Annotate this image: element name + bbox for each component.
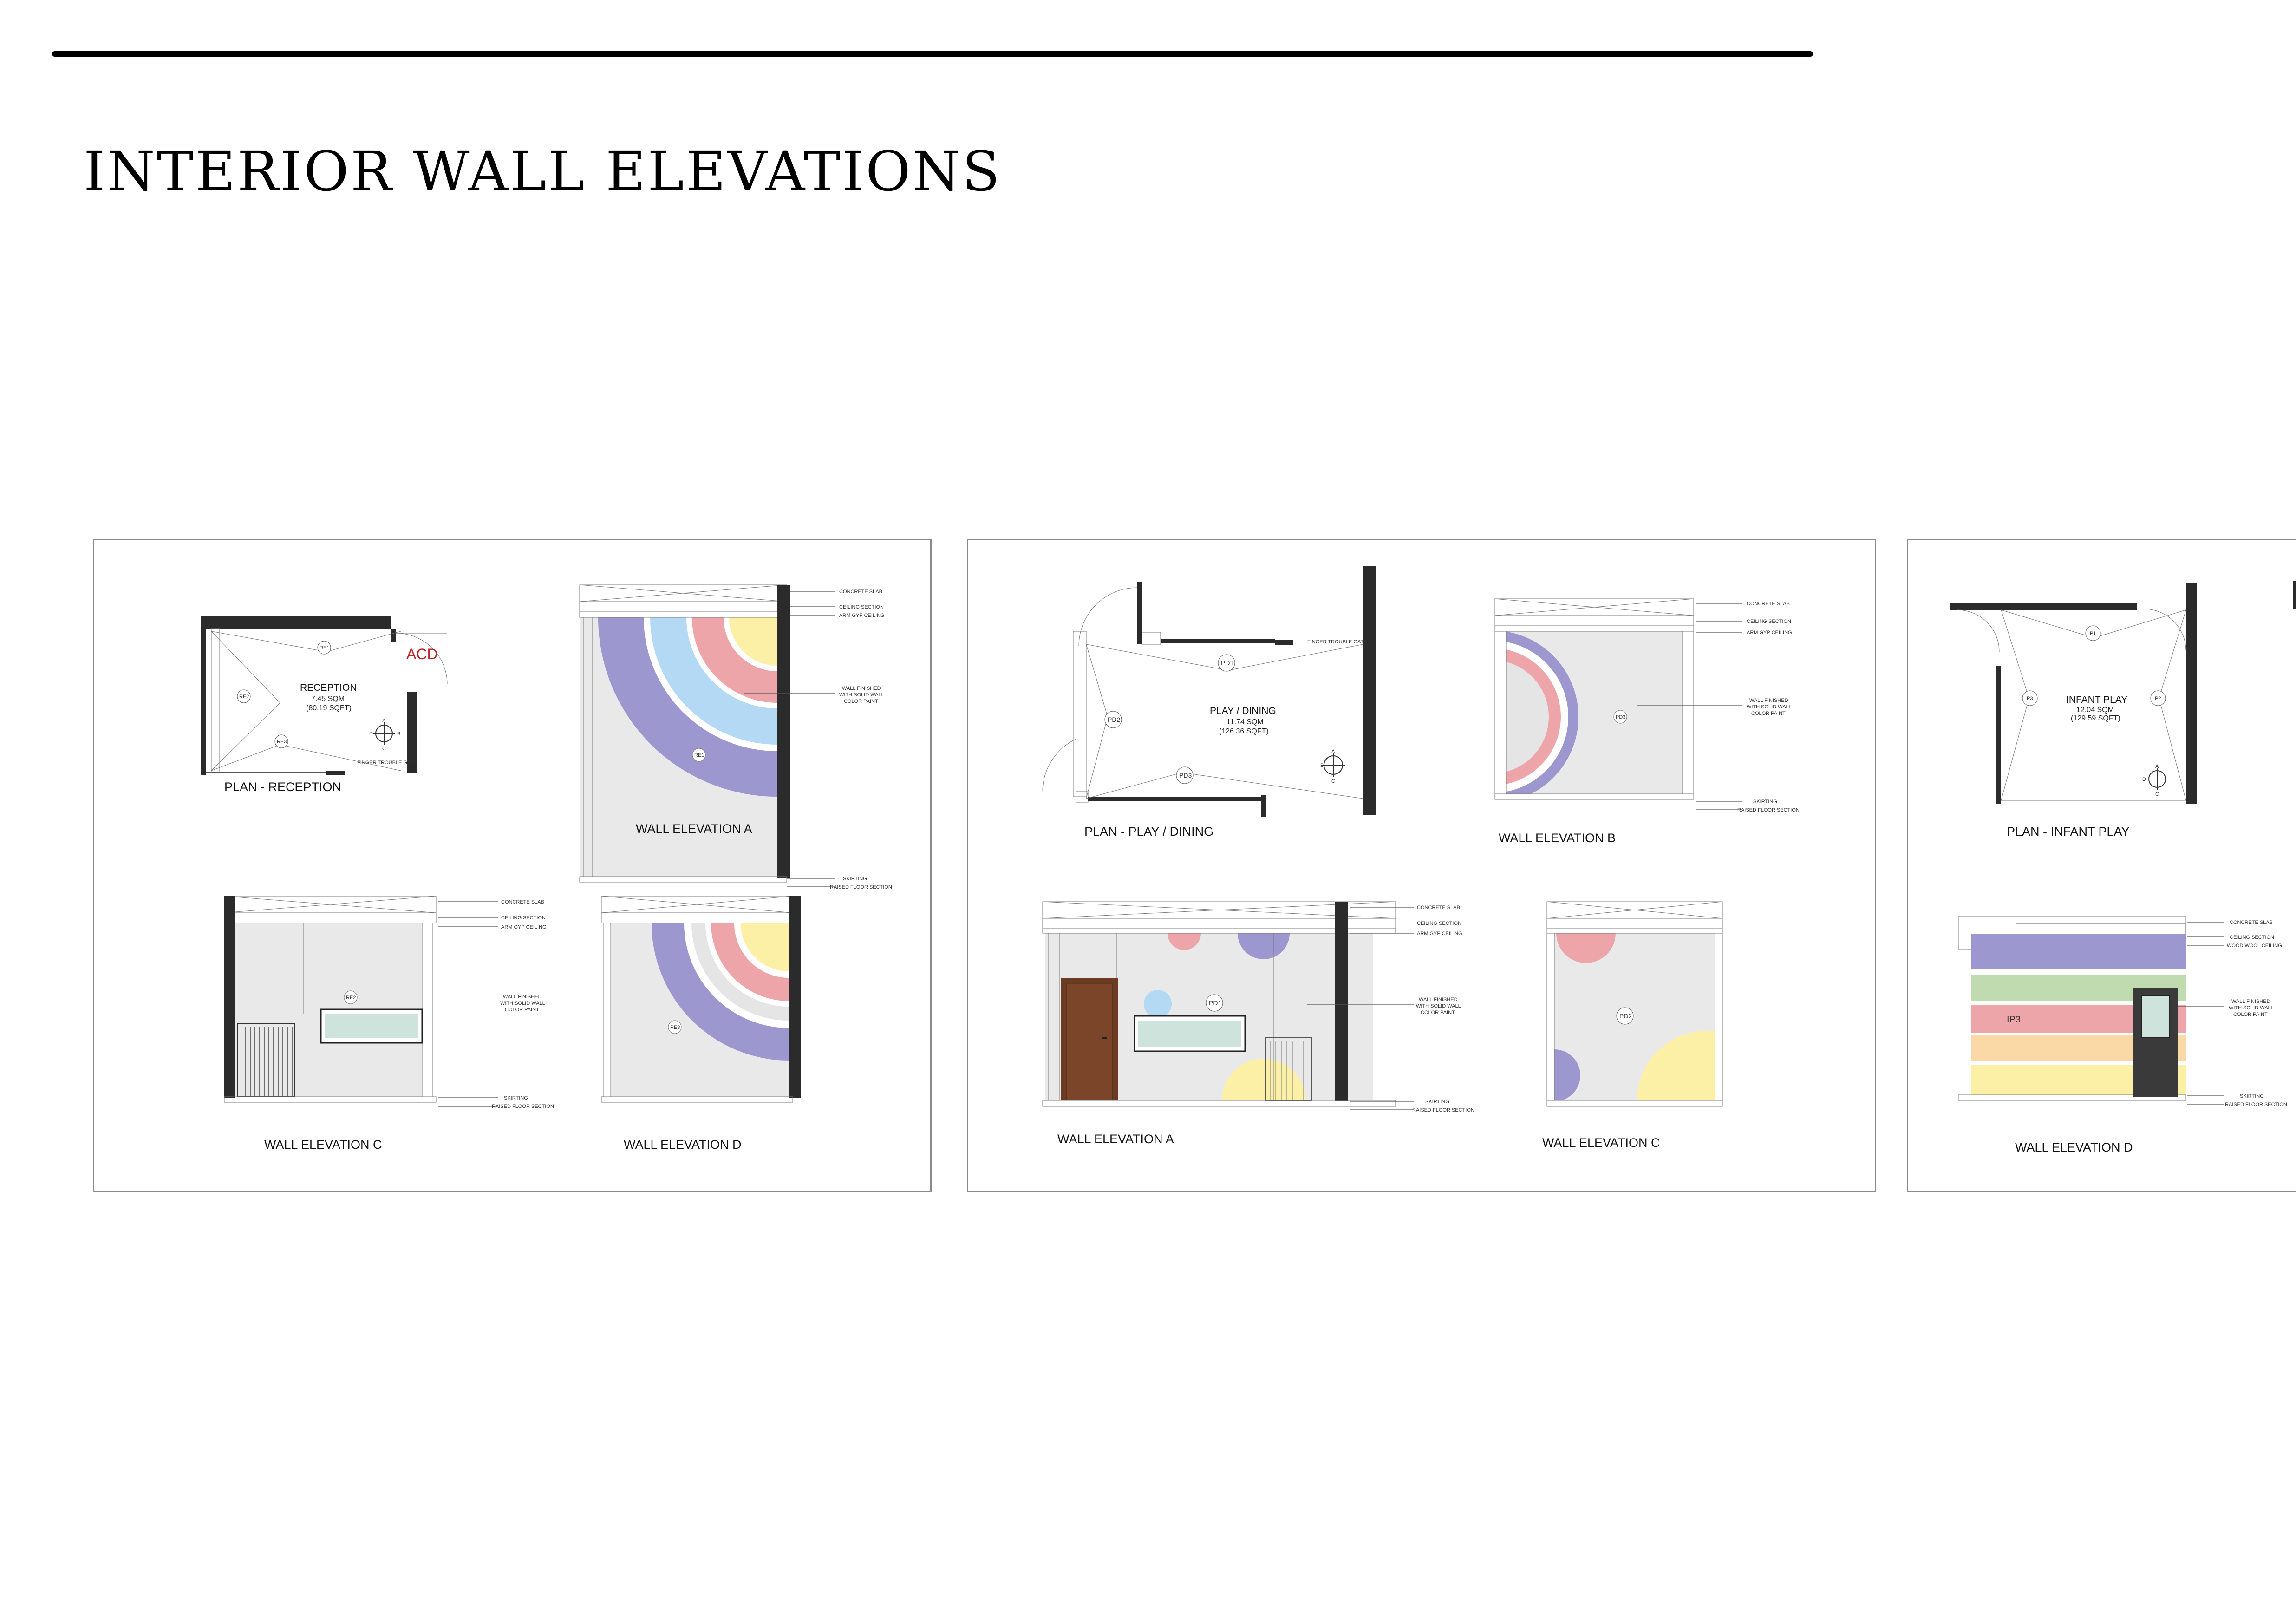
infant-elevation-d [1958, 917, 2287, 1154]
note-concrete-slab-pb: CONCRETE SLAB [1747, 601, 1790, 607]
reception-drawings [94, 540, 930, 1191]
note-color-paint-c: COLOR PAINT [505, 1007, 539, 1013]
room-area-sqft-infant: (129.59 SQFT) [2071, 714, 2120, 722]
note-armgyp-c: ARM GYP CEILING [501, 924, 547, 930]
room-area-sqm: 7.45 SQM [311, 695, 345, 703]
infant-plan [1950, 581, 2296, 838]
room-area-sqm-infant: 12.04 SQM [2076, 706, 2114, 714]
note-solid-wall: WITH SOLID WALL [839, 692, 884, 698]
compass-a: A [382, 718, 386, 724]
tag-re3-elevation: RE3 [670, 1025, 680, 1030]
elev-title-reception-d: WALL ELEVATION D [624, 1138, 742, 1152]
note-ceiling-section-ip: CEILING SECTION [2230, 935, 2274, 940]
note-armgyp-pb: ARM GYP CEILING [1747, 630, 1792, 635]
note-color-paint-pa: COLOR PAINT [1421, 1010, 1455, 1015]
infant-play-drawings [1908, 540, 2296, 1191]
compass-b: B [397, 731, 401, 737]
note-wood-wool-ip: WOOD WOOL CEILING [2227, 943, 2282, 949]
note-solid-wall-pb: WITH SOLID WALL [1747, 704, 1792, 710]
note-solid-wall-pa: WITH SOLID WALL [1416, 1003, 1461, 1009]
tag-pd3: PD3 [1179, 772, 1192, 779]
play-elevation-a [1043, 902, 1474, 1146]
note-concrete-slab-pa: CONCRETE SLAB [1417, 905, 1460, 910]
note-armgyp-pa: ARM GYP CEILING [1417, 931, 1462, 936]
note-raised-floor-c: RAISED FLOOR SECTION [492, 1104, 554, 1109]
top-rule [52, 51, 1813, 57]
note-concrete-slab-c: CONCRETE SLAB [501, 899, 544, 905]
tag-re2: RE2 [239, 694, 249, 700]
acd-label: ACD [406, 646, 438, 662]
compass-c: C [382, 746, 386, 752]
sheet-play-dining [967, 539, 1876, 1192]
elev-title-play-a: WALL ELEVATION A [1057, 1132, 1174, 1146]
sheet-reception [93, 539, 932, 1192]
tag-pd2: PD2 [1108, 716, 1121, 723]
note-color-paint-pb: COLOR PAINT [1751, 711, 1786, 716]
play-plan [1043, 566, 1376, 838]
compass-infant-a: A [2155, 764, 2159, 769]
note-solid-wall-ip: WITH SOLID WALL [2229, 1005, 2274, 1011]
elev-title-infant-d: WALL ELEVATION D [2015, 1140, 2133, 1154]
note-wall-finished: WALL FINISHED [842, 686, 881, 691]
note-ceiling-section-pb: CEILING SECTION [1747, 619, 1791, 624]
plan-title-reception: PLAN - RECEPTION [224, 780, 342, 794]
note-raised-floor-pb: RAISED FLOOR SECTION [1737, 807, 1800, 813]
tag-pd1-elevation: PD1 [1209, 999, 1222, 1007]
page-title: INTERIOR WALL ELEVATIONS [84, 139, 1002, 203]
note-finger-guard-play: FINGER TROUBLE GATE [1307, 639, 1367, 645]
tag-re1: RE1 [320, 645, 330, 651]
tag-ip2: IP2 [2153, 696, 2161, 701]
plan-title-infant: PLAN - INFANT PLAY [2007, 825, 2130, 838]
tag-ip3-plan: IP3 [2025, 696, 2033, 701]
tag-pd2-elevation: PD2 [1619, 1012, 1632, 1020]
tag-re1-elevation: RE1 [694, 753, 704, 758]
room-name-play: PLAY / DINING [1210, 706, 1276, 716]
compass-infant-c: C [2155, 792, 2159, 797]
note-wall-finished-c: WALL FINISHED [503, 994, 542, 1000]
tag-pd1: PD1 [1221, 659, 1234, 667]
room-name-reception: RECEPTION [300, 682, 357, 693]
reception-plan [201, 616, 447, 794]
compass-play-a: A [1331, 749, 1335, 754]
tag-re3: RE3 [277, 739, 287, 745]
note-concrete-slab-ip: CONCRETE SLAB [2230, 920, 2273, 925]
reception-elevation-c [224, 896, 554, 1152]
note-skirting: SKIRTING [843, 876, 867, 882]
tag-re2-elevation: RE2 [346, 995, 356, 1001]
compass-d: D [369, 731, 373, 737]
play-elevation-b [1406, 599, 1800, 845]
note-color-paint: COLOR PAINT [844, 699, 878, 704]
sheet-infant-play [1907, 539, 2296, 1192]
note-skirting-pa: SKIRTING [1425, 1099, 1449, 1105]
plan-title-play: PLAN - PLAY / DINING [1084, 825, 1214, 838]
play-dining-drawings [968, 540, 1875, 1191]
note-color-paint-ip: COLOR PAINT [2233, 1012, 2268, 1017]
play-elevation-c [1528, 902, 1776, 1170]
elev-title-reception-a: WALL ELEVATION A [636, 822, 752, 836]
note-ceiling-section: CEILING SECTION [839, 604, 884, 610]
note-ceiling-section-pa: CEILING SECTION [1417, 921, 1461, 926]
elev-title-play-c: WALL ELEVATION C [1542, 1136, 1660, 1150]
note-wall-finished-pb: WALL FINISHED [1749, 698, 1788, 703]
room-area-sqm-play: 11.74 SQM [1226, 718, 1264, 726]
note-skirting-c: SKIRTING [504, 1095, 528, 1101]
tag-ip1: IP1 [2088, 631, 2096, 636]
compass-infant-d: D [2142, 777, 2146, 782]
elev-title-play-b: WALL ELEVATION B [1499, 831, 1616, 845]
elev-title-reception-c: WALL ELEVATION C [264, 1138, 382, 1152]
note-wall-finished-ip: WALL FINISHED [2231, 999, 2270, 1004]
compass-play-b: B [1320, 763, 1324, 768]
room-area-sqft-play: (126.36 SQFT) [1219, 727, 1269, 735]
note-skirting-ip: SKIRTING [2240, 1094, 2264, 1099]
note-raised-floor-ip: RAISED FLOOR SECTION [2225, 1102, 2287, 1107]
note-raised-floor-pa: RAISED FLOOR SECTION [1412, 1107, 1474, 1113]
compass-play-c: C [1331, 779, 1335, 784]
note-concrete-slab: CONCRETE SLAB [839, 589, 882, 595]
tag-ip3-elevation: IP3 [2007, 1015, 2021, 1025]
room-name-infant: INFANT PLAY [2066, 694, 2128, 705]
note-solid-wall-c: WITH SOLID WALL [500, 1001, 545, 1006]
reception-elevation-a [580, 438, 957, 890]
note-armgyp: ARM GYP CEILING [839, 613, 885, 618]
room-area-sqft: (80.19 SQFT) [306, 704, 352, 712]
note-ceiling-section-c: CEILING SECTION [501, 915, 546, 921]
note-skirting-pb: SKIRTING [1753, 799, 1777, 805]
note-wall-finished-pa: WALL FINISHED [1419, 997, 1458, 1002]
tag-pd3-elevation: PD3 [1616, 714, 1626, 720]
note-finger-guard: FINGER TROUBLE GATE [357, 760, 417, 766]
note-raised-floor: RAISED FLOOR SECTION [830, 884, 892, 890]
